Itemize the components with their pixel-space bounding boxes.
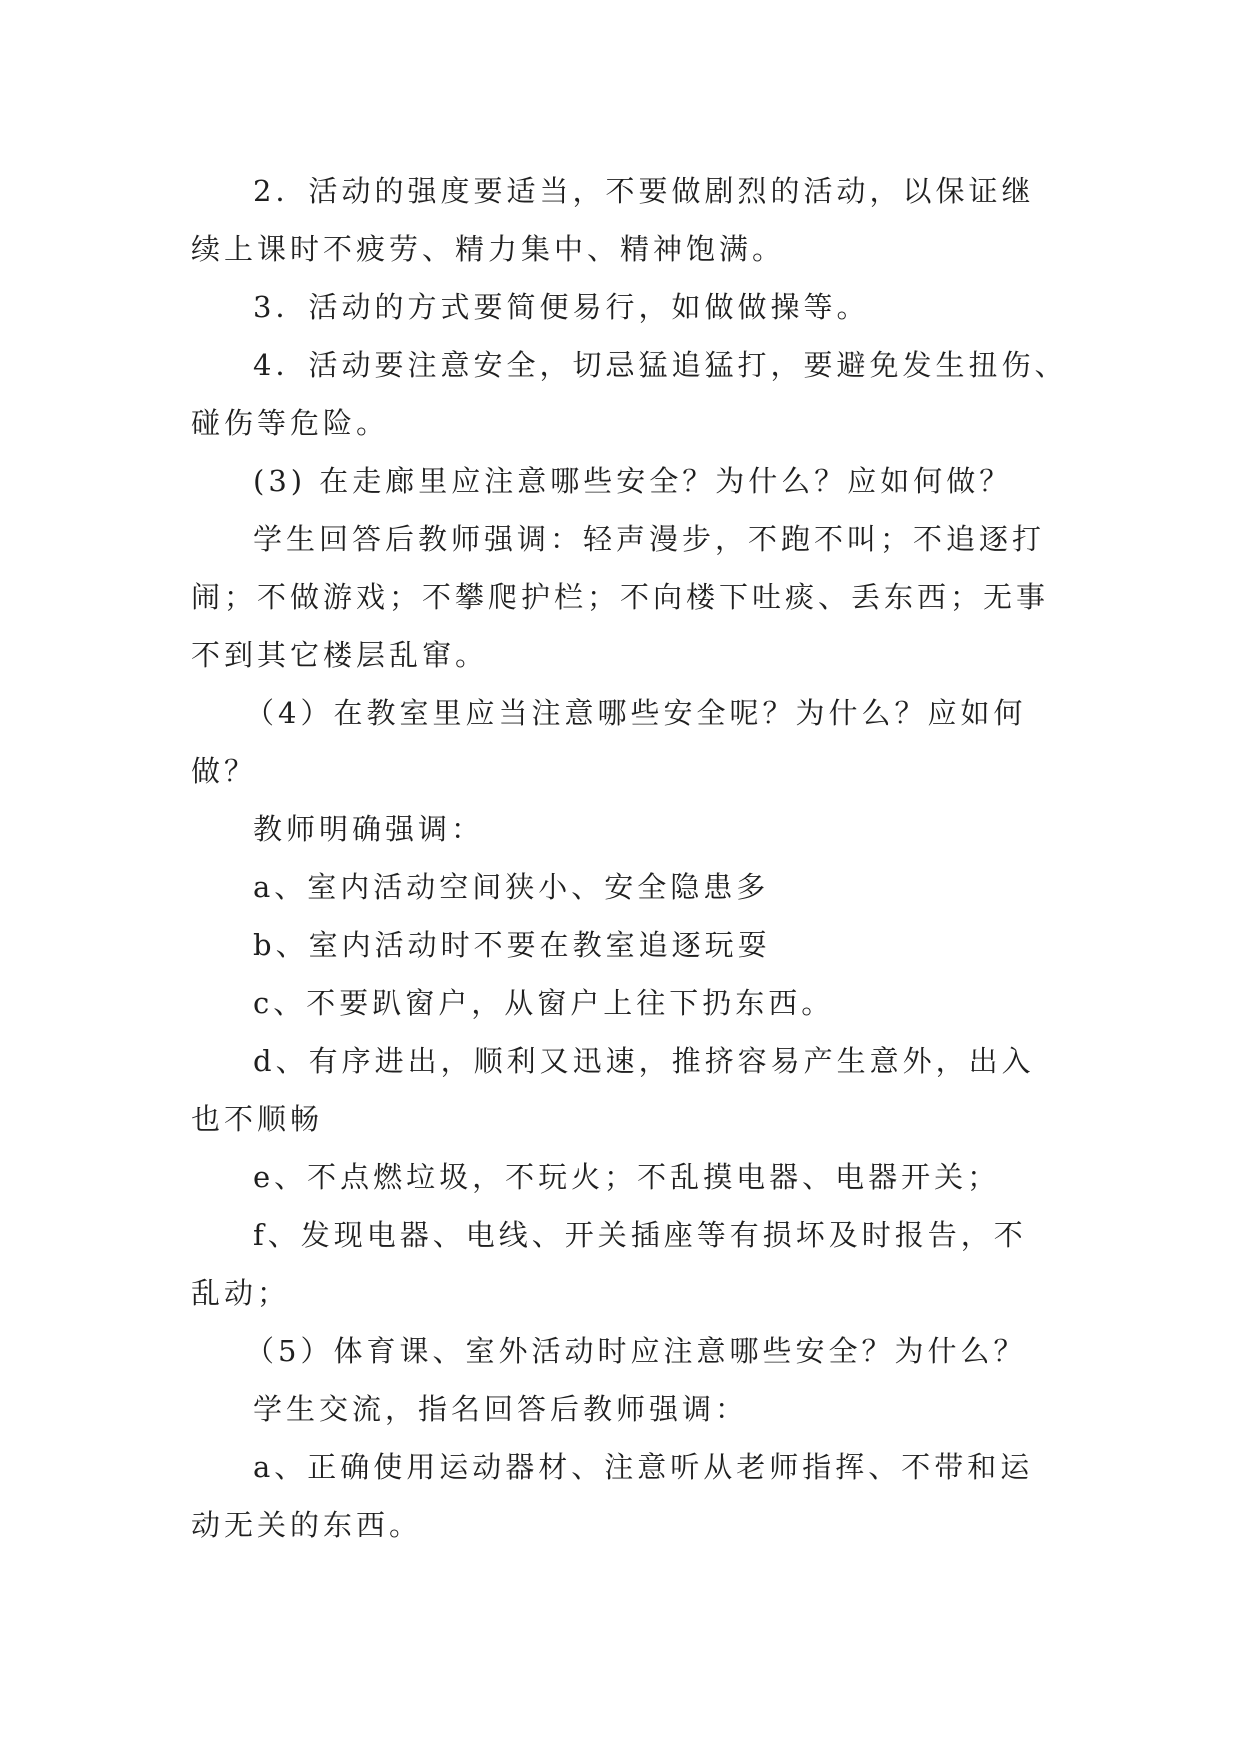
text-line: 学生交流，指名回答后教师强调： (253, 1392, 749, 1426)
text-line: 做？ (191, 754, 258, 788)
paragraph-activity-method (191, 278, 1061, 336)
question-pe-outdoor-safety (191, 1322, 1061, 1380)
text-line: （5）体育课、室外活动时应注意哪些安全？为什么？ (245, 1334, 1027, 1368)
text-line: 教师明确强调： (253, 812, 485, 846)
list-item-d (191, 1032, 1061, 1148)
list-item-f (191, 1206, 1061, 1322)
text-line: （4）在教室里应当注意哪些安全呢？为什么？应如何 (245, 696, 1027, 730)
text-line: 不到其它楼层乱窜。 (191, 638, 489, 672)
list-item-e (191, 1148, 1061, 1206)
text-line: 动无关的东西。 (191, 1508, 423, 1542)
list-item-pe-a (191, 1438, 1061, 1554)
paragraph-corridor-answer (191, 510, 1061, 684)
text-line: 4．活动要注意安全，切忌猛追猛打，要避免发生扭伤、 (253, 348, 1068, 382)
text-line: c、不要趴窗户，从窗户上往下扔东西。 (253, 986, 835, 1020)
text-line: f、发现电器、电线、开关插座等有损坏及时报告，不 (253, 1218, 1027, 1252)
list-item-b (191, 916, 1061, 974)
list-item-a (191, 858, 1061, 916)
text-line: a、室内活动空间狭小、安全隐患多 (253, 870, 770, 904)
paragraph-activity-intensity (191, 162, 1061, 278)
document-body (191, 162, 1068, 1554)
paragraph-activity-safety (191, 336, 1068, 452)
list-item-c (191, 974, 1061, 1032)
text-line: 乱动； (191, 1276, 291, 1310)
text-line: d、有序进出，顺利又迅速，推挤容易产生意外，出入 (253, 1044, 1035, 1078)
question-corridor-safety (191, 452, 1061, 510)
text-line: 也不顺畅 (191, 1102, 324, 1136)
text-line: 2．活动的强度要适当，不要做剧烈的活动，以保证继 (253, 174, 1035, 208)
text-line: 续上课时不疲劳、精力集中、精神饱满。 (191, 232, 786, 266)
text-line: e、不点燃垃圾，不玩火；不乱摸电器、电器开关； (253, 1160, 1001, 1194)
question-classroom-safety (191, 684, 1061, 800)
text-line: 碰伤等危险。 (191, 406, 390, 440)
paragraph-student-exchange (191, 1380, 1061, 1438)
text-line: a、正确使用运动器材、注意听从老师指挥、不带和运 (253, 1450, 1034, 1484)
paragraph-teacher-emphasis (191, 800, 1061, 858)
text-line: 学生回答后教师强调：轻声漫步，不跑不叫；不追逐打 (253, 522, 1046, 556)
text-line: 闹；不做游戏；不攀爬护栏；不向楼下吐痰、丢东西；无事 (191, 580, 1050, 614)
text-line: (3) 在走廊里应注意哪些安全？为什么？应如何做？ (253, 464, 1013, 498)
text-line: 3．活动的方式要简便易行，如做做操等。 (253, 290, 870, 324)
text-line: b、室内活动时不要在教室追逐玩耍 (253, 928, 771, 962)
